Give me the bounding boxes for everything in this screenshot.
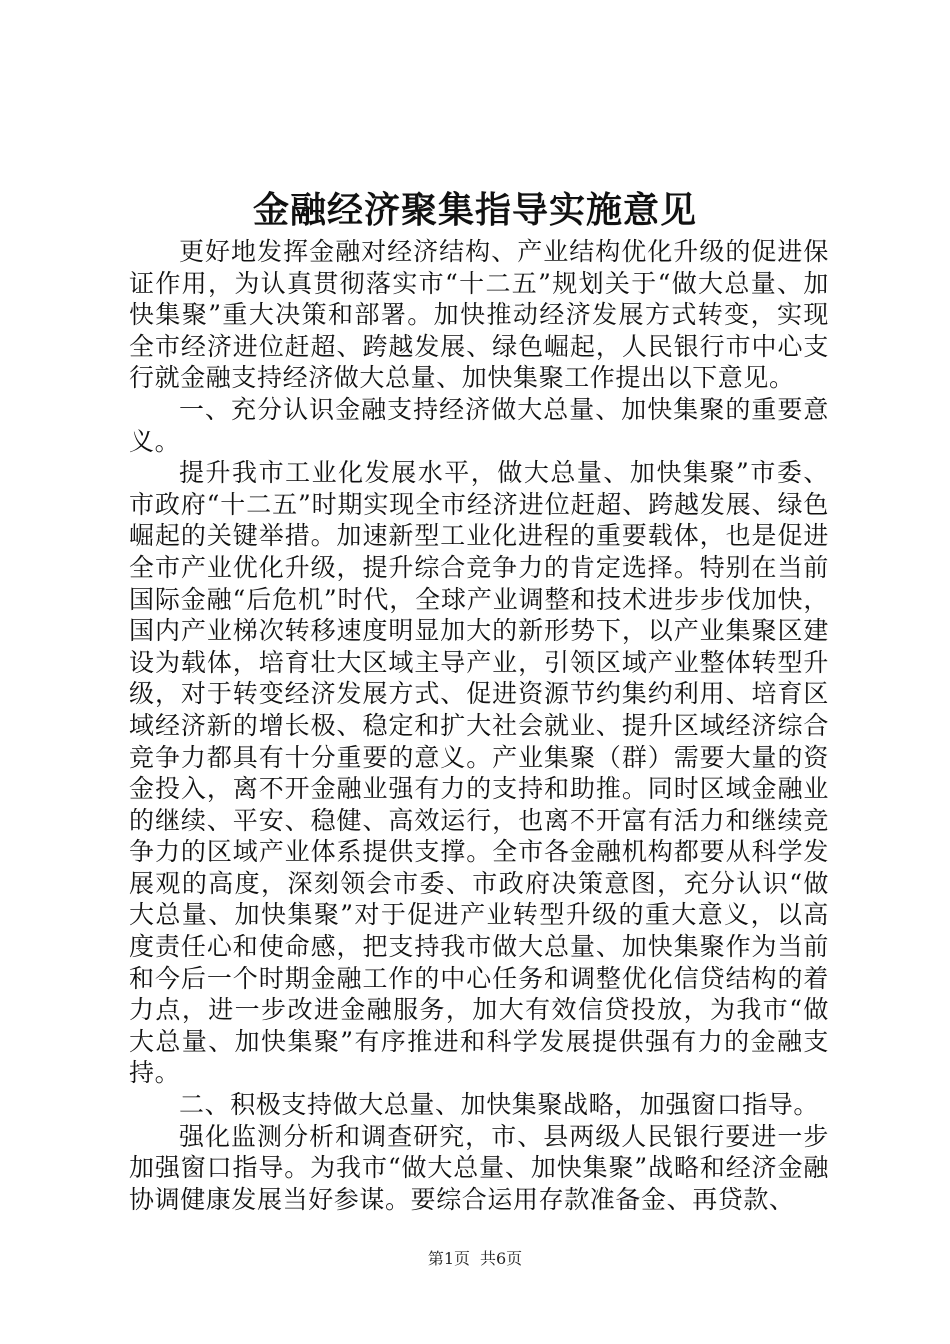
section-heading-2: 二、积极支持做大总量、加快集聚战略，加强窗口指导。 [179,1090,820,1120]
paragraph-intro: 更好地发挥金融对经济结构、产业结构优化升级的促进保证作用，为认真贯彻落实市“十二五”规划关于“做大总量、加快集聚”重大决策和部署。加快推动经济发展方式转变，实现全市经济进位赶超、跨越发展、绿色崛起，人民银行市中心支行就金融支持经济做大总量、加快集聚工作提出以下意见。 [129,237,829,393]
page-number: 第1页 [427,1249,470,1268]
paragraph-section-1: 提升我市工业化发展水平，做大总量、加快集聚”市委、市政府“十二五”时期实现全市经济进位赶超、跨越发展、绿色崛起的关键举措。加速新型工业化进程的重要载体，也是促进全市产业优化升级，提升综合竞争力的肯定选择。特别在当前国际金融“后危机”时代，全球产业调整和技术进步步伐加快，国内产业梯次转移速度明显加大的新形势下，以产业集聚区建设为载体，培育壮大区域主导产业，引领区域产业整体转型升级，对于转变经济发展方式、促进资源节约集约利用、培育区域经济新的增长极、稳定和扩大社会就业、提升区域经济综合竞争力都具有十分重要的意义。产业集聚（群）需要大量的资金投入，离不开金融业强有力的支持和助推。同时区域金融业的继续、平安、稳健、高效运行，也离不开富有活力和继续竞争力的区域产业体系提供支撑。全市各金融机构都要从科学发展观的高度，深刻领会市委、市政府决策意图，充分认识“做大总量、加快集聚”对于促进产业转型升级的重大意义，以高度责任心和使命感，把支持我市做大总量、加快集聚作为当前和今后一个时期金融工作的中心任务和调整优化信贷结构的着力点，进一步改进金融服务，加大有效信贷投放，为我市“做大总量、加快集聚”有序推进和科学发展提供强有力的金融支持。 [129,458,829,1088]
page-footer [0,1248,950,1270]
paragraph-section-2: 强化监测分析和调查研究，市、县两级人民银行要进一步加强窗口指导。为我市“做大总量、加快集聚”战略和经济金融协调健康发展当好参谋。要综合运用存款准备金、再贷款、 [129,1121,829,1214]
document-body [129,236,829,1215]
page-total: 共6页 [480,1249,523,1268]
section-heading-1: 一、充分认识金融支持经济做大总量、加快集聚的重要意义。 [129,394,829,456]
document-title: 金融经济聚集指导实施意见 [252,189,697,231]
